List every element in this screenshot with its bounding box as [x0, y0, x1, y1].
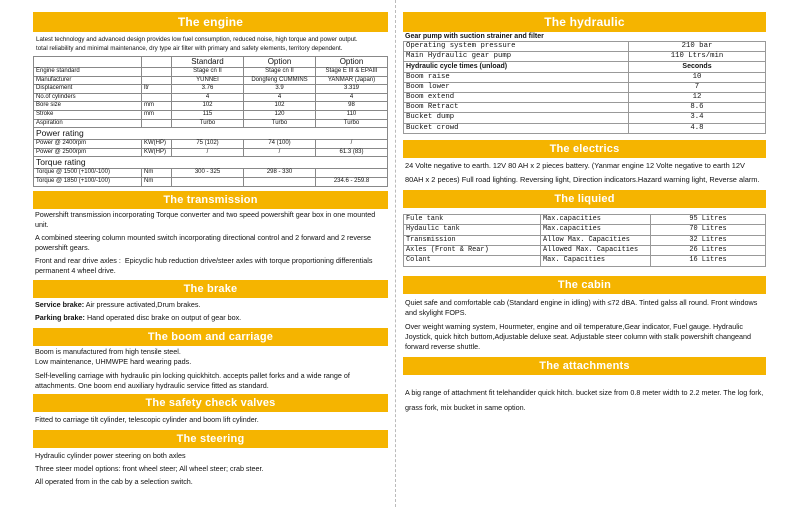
engine-table-row	[34, 68, 388, 77]
boom-text-1: Boom is manufactured from high tensile steel.	[35, 346, 181, 356]
table-cell: mm	[142, 102, 172, 111]
table-cell: Bucket crowd	[404, 123, 629, 133]
safety-header: The safety check valves	[33, 394, 388, 412]
liquid-table	[403, 214, 766, 267]
table-cell: Allowed Max. Capacities	[541, 246, 651, 256]
table-cell: 75 (102)	[172, 140, 244, 149]
power-rating-title: Power rating	[34, 128, 388, 140]
table-cell: 4	[316, 93, 388, 102]
table-cell: Turbo	[172, 119, 244, 128]
table-cell: Max. Capacities	[541, 256, 651, 266]
table-cell: 3.4	[629, 113, 766, 123]
table-cell: Torque @ 1850 (+100/-100)	[34, 177, 142, 186]
power-table-row	[34, 140, 388, 149]
table-cell: Axles (Front & Rear)	[404, 246, 541, 256]
table-cell: Aspiration	[34, 119, 142, 128]
table-cell: Turbo	[244, 119, 316, 128]
torque-rating-title: Torque rating	[34, 157, 388, 169]
table-cell: 4.8	[629, 123, 766, 133]
liquid-row	[404, 256, 766, 266]
pump-row	[404, 42, 766, 52]
table-cell: Fule tank	[404, 214, 541, 224]
table-cell	[244, 177, 316, 186]
table-cell: Boom raise	[404, 72, 629, 82]
cabin-text-2: Over weight warning system, Hourmeter, engine and oil temperature,Gear indicator, Fuel gauge. Hydraulic Joystick, quick hitch buttom,Adjustable deluxe seat. Adjustable steer column with stalk powershift changeand forward reverse shuttle.	[405, 321, 751, 351]
steering-header: The steering	[33, 430, 388, 448]
table-cell: 74 (100)	[244, 140, 316, 149]
table-cell: Boom extend	[404, 93, 629, 103]
table-cell: Power @ 2400rpm	[34, 140, 142, 149]
table-cell: No.of cylinders	[34, 93, 142, 102]
table-cell: Boom lower	[404, 82, 629, 92]
liquid-header: The liquied	[403, 190, 766, 208]
table-cell	[142, 76, 172, 85]
attachments-text: A big range of attachment fit telehandider quick hitch. bucket size from 0.8 meter width to 2.2 meter. The log fork, grass fork, mix bucket in same option.	[405, 387, 764, 412]
table-cell: 234.6 - 259.8	[316, 177, 388, 186]
brake-header: The brake	[33, 280, 388, 298]
hydraulic-header: The hydraulic	[403, 12, 766, 32]
liquid-row	[404, 225, 766, 235]
table-cell: Colant	[404, 256, 541, 266]
liquid-row	[404, 235, 766, 245]
service-brake-label: Service brake:	[35, 299, 85, 309]
table-cell: 16 Litres	[651, 256, 766, 266]
table-cell: 3.76	[172, 85, 244, 94]
table-cell: Stage cn II	[244, 68, 316, 77]
service-brake-line	[33, 300, 388, 310]
table-cell: Engine standard	[34, 68, 142, 77]
table-cell	[316, 169, 388, 178]
boom-text-2: Low maintenance, UHMWPE hard wearing pads.	[35, 356, 192, 366]
attachments-header: The attachments	[403, 357, 766, 375]
engine-table	[33, 56, 388, 187]
cycle-header-label: Hydraulic cycle times (unload)	[404, 62, 629, 72]
table-cell	[172, 177, 244, 186]
table-cell: 120	[244, 110, 316, 119]
table-cell: 26 Litres	[651, 246, 766, 256]
table-cell: Turbo	[316, 119, 388, 128]
table-cell: Displacement	[34, 85, 142, 94]
cycle-row	[404, 123, 766, 133]
parking-brake-line	[33, 313, 388, 323]
table-cell: /	[316, 140, 388, 149]
table-cell: 61.3 (83)	[316, 148, 388, 157]
cycle-row	[404, 72, 766, 82]
steering-text-1: Hydraulic cylinder power steering on both axles	[35, 450, 186, 460]
cabin-header: The cabin	[403, 276, 766, 294]
table-cell	[142, 68, 172, 77]
engine-table-row	[34, 110, 388, 119]
table-cell: 7	[629, 82, 766, 92]
engine-intro-1: Latest technology and advanced design provides low fuel consumption, reduced noise, high torque and power output.	[36, 36, 358, 43]
torque-table-row	[34, 169, 388, 178]
transmission-text-3: Front and rear drive axles : Epicyclic hub reduction drive/steer axles with torque proportioning differentials permanent 4 wheel drive.	[35, 255, 373, 275]
table-cell: ltr	[142, 85, 172, 94]
table-cell: Nm	[142, 177, 172, 186]
table-cell: 102	[172, 102, 244, 111]
table-cell: 95 Litres	[651, 214, 766, 224]
table-cell: 4	[244, 93, 316, 102]
cabin-text-1: Quiet safe and comfortable cab (Standard engine in idling) with ≤72 dBA. Tinted galss all round. Front windows and skylight FOPS.	[405, 297, 758, 317]
engine-table-header	[34, 57, 388, 68]
table-cell: 3.319	[316, 85, 388, 94]
table-cell: Manufacturer	[34, 76, 142, 85]
engine-table-row	[34, 76, 388, 85]
left-column	[33, 0, 388, 487]
engine-col-option-2: Option	[316, 57, 388, 68]
table-cell: Max.capacities	[541, 225, 651, 235]
hydraulic-subtitle: Gear pump with suction strainer and filter	[405, 33, 544, 40]
table-cell: /	[244, 148, 316, 157]
engine-intro-2: total reliability and minimal maintenance, dry type air filter with primary and safety elements, territory dependent.	[36, 45, 343, 52]
torque-table-row	[34, 177, 388, 186]
table-cell: mm	[142, 110, 172, 119]
table-cell: 298 - 330	[244, 169, 316, 178]
parking-brake-label: Parking brake:	[35, 312, 85, 322]
right-column	[403, 0, 766, 415]
table-cell: 115	[172, 110, 244, 119]
table-cell: Max.capacities	[541, 214, 651, 224]
column-divider	[395, 0, 396, 507]
table-cell: 300 - 325	[172, 169, 244, 178]
table-cell: Bore size	[34, 102, 142, 111]
table-cell: Bucket dump	[404, 113, 629, 123]
table-cell: 70 Litres	[651, 225, 766, 235]
engine-table-row	[34, 102, 388, 111]
boom-text-3: Self-levelling carriage with hydraulic pin locking quickhitch. accepts pallet forks and a wide range of attachments. One boom end auxiliary hydraulic service fitted as standard.	[35, 370, 350, 390]
steering-text-2: Three steer model options: front wheel steer; All wheel steer; crab steer.	[35, 463, 264, 473]
cycle-row	[404, 103, 766, 113]
cycle-header-row	[404, 62, 766, 72]
engine-col-unit	[142, 57, 172, 68]
table-cell: Allow Max. Capacities	[541, 235, 651, 245]
cycle-row	[404, 113, 766, 123]
engine-col-standard: Standard	[172, 57, 244, 68]
table-cell: Main Hydraulic gear pump	[404, 52, 629, 62]
table-cell: 32 Litres	[651, 235, 766, 245]
table-cell: Power @ 2500rpm	[34, 148, 142, 157]
table-cell: 10	[629, 72, 766, 82]
liquid-row	[404, 246, 766, 256]
transmission-text-2: A combined steering column mounted switch incorporating directional control and 2 forward and 2 reverse powershift gears.	[35, 232, 371, 252]
engine-header: The engine	[33, 12, 388, 32]
table-cell: Hydaulic tank	[404, 225, 541, 235]
table-cell: Boom Retract	[404, 103, 629, 113]
steering-text-3: All operated from in the cab by a selection switch.	[35, 476, 193, 486]
table-cell: 102	[244, 102, 316, 111]
liquid-row	[404, 214, 766, 224]
table-cell	[142, 93, 172, 102]
table-cell: 98	[316, 102, 388, 111]
engine-table-row	[34, 85, 388, 94]
table-cell: 3.9	[244, 85, 316, 94]
transmission-text-1: Powershift transmission incorporating Torque converter and two speed powershift gear box in one mounted unit.	[35, 209, 376, 229]
torque-rating-row	[34, 157, 388, 169]
engine-table-row	[34, 93, 388, 102]
table-cell: Dongfeng CUMMINS	[244, 76, 316, 85]
table-cell: YUNNEI	[172, 76, 244, 85]
table-cell: 8.6	[629, 103, 766, 113]
boom-header: The boom and carriage	[33, 328, 388, 346]
safety-text-1: Fitted to carriage tilt cylinder, telescopic cylinder and boom lift cylinder.	[35, 414, 259, 424]
table-cell: /	[172, 148, 244, 157]
electrics-header: The electrics	[403, 140, 766, 158]
table-cell: YANMAR (Japan)	[316, 76, 388, 85]
table-cell: Torque @ 1500 (+100/-100)	[34, 169, 142, 178]
cycle-row	[404, 82, 766, 92]
table-cell: Stage cn II	[172, 68, 244, 77]
hydraulic-table	[403, 41, 766, 134]
engine-col-label	[34, 57, 142, 68]
table-cell: 4	[172, 93, 244, 102]
transmission-header: The transmission	[33, 191, 388, 209]
electrics-text: 24 Volte negative to earth. 12V 80 AH x 2 pieces battery. (Yanmar engine 12 Volte negative to earth 12V 80AH x 2 peces) Full road lighting. Reversing light, Direction indicators.Hazard warning light, Reverse alarm.	[405, 160, 760, 184]
service-brake-text: Air pressure activated,Drum brakes.	[85, 299, 201, 309]
parking-brake-text: Hand operated disc brake on output of gear box.	[86, 312, 242, 322]
table-cell: KW(HP)	[142, 148, 172, 157]
table-cell: 110	[316, 110, 388, 119]
pump-row	[404, 52, 766, 62]
power-table-row	[34, 148, 388, 157]
table-cell: KW(HP)	[142, 140, 172, 149]
cycle-row	[404, 93, 766, 103]
engine-col-option-1: Option	[244, 57, 316, 68]
cycle-header-seconds: Seconds	[629, 62, 766, 72]
table-cell: 12	[629, 93, 766, 103]
engine-table-row	[34, 119, 388, 128]
table-cell	[142, 119, 172, 128]
table-cell: Stage E III & EPAIII	[316, 68, 388, 77]
table-cell: 110 Ltrs/min	[629, 52, 766, 62]
table-cell: 210 bar	[629, 42, 766, 52]
table-cell: Nm	[142, 169, 172, 178]
power-rating-row	[34, 128, 388, 140]
table-cell: Transmission	[404, 235, 541, 245]
table-cell: Stroke	[34, 110, 142, 119]
table-cell: Operating system pressure	[404, 42, 629, 52]
